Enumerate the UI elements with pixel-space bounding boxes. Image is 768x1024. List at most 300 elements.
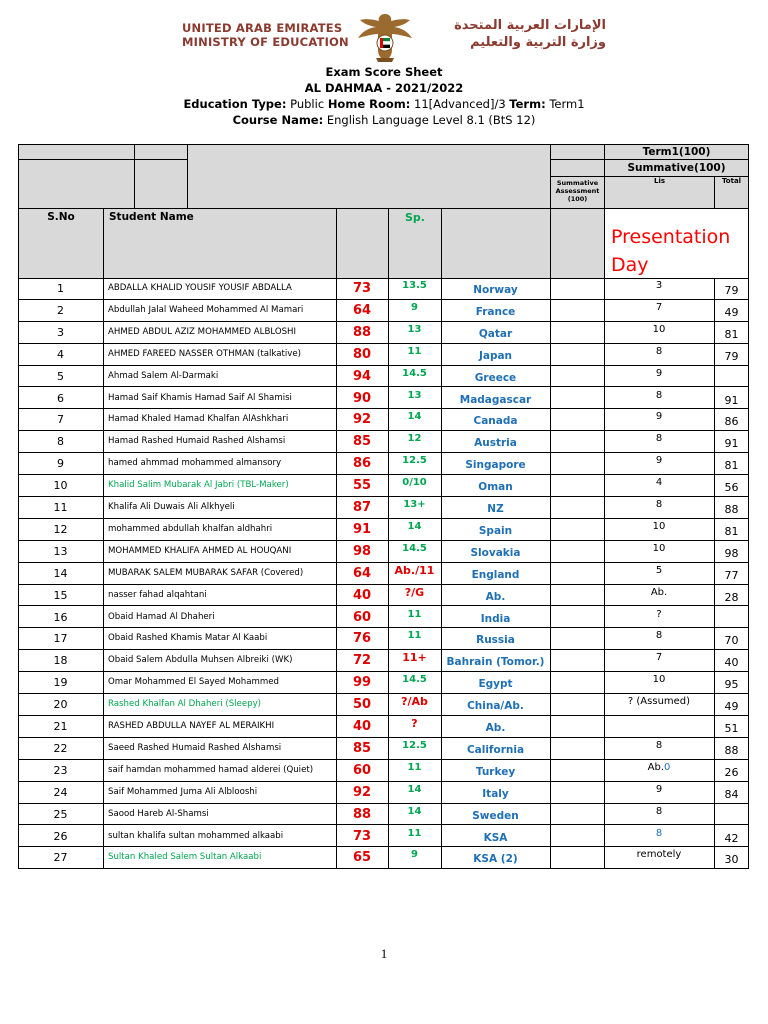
sp-value: 11+ <box>402 651 427 665</box>
country-value: KSA (2) <box>473 853 518 866</box>
doc-school: AL DAHMAA - 2021/2022 <box>304 81 464 95</box>
name-value: MOHAMMED KHALIFA AHMED AL HOUQANI <box>108 545 292 556</box>
total-value: 26 <box>724 765 739 779</box>
lis-cell <box>604 428 714 450</box>
country-value: Austria <box>474 437 517 450</box>
sp-cell <box>388 801 441 823</box>
sp-value: 12.5 <box>402 739 427 751</box>
lis-cell <box>604 319 714 341</box>
page-number: 1 <box>380 946 388 961</box>
total-value: 84 <box>724 787 739 801</box>
total-value: 49 <box>724 700 739 714</box>
column-divider <box>604 278 605 869</box>
sno-value: 16 <box>53 610 68 624</box>
header-block <box>134 159 188 209</box>
lis-value: remotely <box>636 849 682 861</box>
sp-cell <box>388 341 441 363</box>
sno-value: 7 <box>57 413 64 427</box>
score-value: 91 <box>352 521 372 537</box>
score-cell <box>336 738 388 760</box>
sp-cell <box>388 735 441 757</box>
score-cell <box>336 497 388 519</box>
score-cell <box>336 826 388 848</box>
assessment-cell <box>550 760 604 782</box>
total-value: 91 <box>724 393 739 407</box>
sp-cell <box>388 319 441 341</box>
student-name-header: Student Name <box>103 208 337 279</box>
country-value: France <box>475 305 516 318</box>
name-value: Obaid Rashed Khamis Matar Al Kaabi <box>108 633 268 644</box>
score-value: 92 <box>352 784 372 800</box>
sp-value: 0/10 <box>402 477 427 489</box>
name-value: MUBARAK SALEM MUBARAK SAFAR (Covered) <box>108 567 304 578</box>
assessment-cell <box>550 388 604 410</box>
sp-cell <box>388 647 441 669</box>
name-cell <box>103 497 336 519</box>
total-value: 49 <box>724 305 739 319</box>
score-value: 72 <box>352 653 372 669</box>
sno-value: 12 <box>53 522 68 536</box>
lis-cell <box>604 363 714 385</box>
country-value: Norway <box>473 284 518 296</box>
country-value: England <box>471 568 520 581</box>
name-value: Hamad Saif Khamis Hamad Saif Al Shamisi <box>108 392 292 403</box>
sp-cell <box>388 844 441 866</box>
name-cell <box>103 278 336 300</box>
doc-title: Exam Score Sheet <box>325 65 443 79</box>
lis-cell <box>604 757 714 779</box>
column-divider <box>748 278 749 869</box>
assessment-cell <box>550 738 604 760</box>
lis-cell <box>604 297 714 319</box>
lis-value: 9 <box>655 367 663 379</box>
term-header: Term1(100) <box>604 144 749 160</box>
sno-value: 9 <box>57 457 64 471</box>
lis-cell <box>604 735 714 757</box>
lis-value: 7 <box>655 652 663 664</box>
lis-cell <box>604 604 714 626</box>
sp-value: 11 <box>407 761 422 773</box>
score-value: 88 <box>352 324 372 340</box>
total-value: 95 <box>724 678 739 692</box>
lis-value: Ab. <box>647 761 664 773</box>
total-value: 42 <box>724 831 739 845</box>
header-block <box>550 144 605 160</box>
sno-cell <box>18 716 103 738</box>
sno-cell <box>18 453 103 475</box>
total-value: 81 <box>724 524 739 538</box>
column-divider <box>388 278 389 869</box>
lis-value: ? (Assumed) <box>627 696 691 708</box>
name-cell <box>103 760 336 782</box>
name-cell <box>103 804 336 826</box>
sno-value: 21 <box>53 720 68 733</box>
lis-cell <box>604 494 714 516</box>
sp-value: 9 <box>411 849 418 861</box>
sno-cell <box>18 672 103 694</box>
sno-cell <box>18 497 103 519</box>
sp-value: 14.5 <box>402 542 427 554</box>
sno-value: 19 <box>53 676 68 690</box>
sp-cell <box>388 406 441 428</box>
lis-value: ? <box>656 608 662 620</box>
score-value: 80 <box>352 346 372 362</box>
score-value: 99 <box>352 675 372 691</box>
total-value: 30 <box>724 853 739 867</box>
score-value: 73 <box>352 281 372 296</box>
column-divider <box>336 278 337 869</box>
sno-value: 5 <box>57 369 64 383</box>
sp-cell <box>388 669 441 691</box>
country-value: Spain <box>478 524 513 537</box>
assessment-cell <box>550 782 604 804</box>
name-cell <box>103 366 336 388</box>
lis-cell <box>604 275 714 297</box>
total-value: 40 <box>724 656 739 670</box>
name-cell <box>103 716 336 738</box>
name-value: ABDALLA KHALID YOUSIF YOUSIF ABDALLA <box>108 283 292 293</box>
sno-value: 2 <box>57 303 64 317</box>
assessment-cell <box>550 322 604 344</box>
sno-value: 18 <box>53 654 68 668</box>
name-cell <box>103 300 336 322</box>
sp-value: 12.5 <box>402 455 427 467</box>
lis-cell <box>604 691 714 713</box>
assessment-cell <box>550 541 604 563</box>
name-value: hamed ahmmad mohammed almansory <box>108 458 282 469</box>
lis-cell <box>604 560 714 582</box>
total-value: 51 <box>724 722 739 735</box>
score-value: 65 <box>352 850 372 866</box>
assessment-cell <box>550 431 604 453</box>
country-value: Greece <box>474 371 517 384</box>
document-heading <box>0 64 768 128</box>
score-cell <box>336 782 388 804</box>
lis-cell <box>604 516 714 538</box>
lis-value: 9 <box>655 411 663 423</box>
sp-value: 13 <box>407 389 422 401</box>
assessment-cell <box>550 804 604 826</box>
sno-cell <box>18 804 103 826</box>
total-value: 79 <box>724 349 739 363</box>
assessment-cell <box>550 344 604 366</box>
country-value: Turkey <box>475 765 516 778</box>
sp-cell <box>388 779 441 801</box>
sno-value: 26 <box>53 829 68 843</box>
lis-cell <box>604 406 714 428</box>
name-value: RASHED ABDULLA NAYEF AL MERAIKHI <box>108 721 275 731</box>
sp-value: 11 <box>407 630 422 642</box>
sp-cell <box>388 516 441 538</box>
name-cell <box>103 826 336 848</box>
lis-value: 7 <box>655 301 663 313</box>
sno-cell <box>18 760 103 782</box>
column-divider <box>103 278 104 869</box>
assessment-cell <box>550 278 604 300</box>
home-room-label: Home Room: <box>327 97 411 111</box>
name-value: Obaid Hamad Al Dhaheri <box>108 611 215 622</box>
header-block <box>134 144 188 160</box>
header-block <box>18 144 135 160</box>
score-cell <box>336 650 388 672</box>
name-value: Saif Mohammed Juma Ali Alblooshi <box>108 786 258 797</box>
name-value: nasser fahad alqahtani <box>108 589 207 600</box>
sp-value: 13 <box>407 323 422 335</box>
country-value: Japan <box>478 349 513 362</box>
total-value: 70 <box>724 634 739 648</box>
score-cell <box>336 847 388 869</box>
name-value: AHMED FAREED NASSER OTHMAN (talkative) <box>108 348 301 359</box>
lis-value: 4 <box>655 477 663 489</box>
sno-cell <box>18 738 103 760</box>
lis-cell <box>604 538 714 560</box>
sno-cell <box>18 388 103 410</box>
score-value: 55 <box>352 478 372 494</box>
name-value: saif hamdan mohammed hamad alderei (Quiet) <box>108 764 314 775</box>
sno-value: 13 <box>53 544 68 558</box>
country-value: Slovakia <box>470 546 521 559</box>
country-value: California <box>466 743 525 756</box>
name-value: Khalifa Ali Duwais Ali Alkhyeli <box>108 502 235 512</box>
education-type-label: Education Type: <box>183 97 287 111</box>
lis-value: Ab. <box>650 586 668 598</box>
score-table <box>18 144 749 869</box>
score-value: 98 <box>352 543 372 559</box>
sp-value: ?/G <box>404 585 425 599</box>
score-value: 85 <box>352 434 372 450</box>
score-value: 86 <box>352 456 372 472</box>
sp-cell <box>388 450 441 472</box>
column-divider <box>441 278 442 869</box>
assessment-cell <box>550 650 604 672</box>
sp-cell <box>388 428 441 450</box>
total-value: 79 <box>724 284 739 297</box>
score-value: 64 <box>352 302 372 318</box>
score-cell <box>336 519 388 541</box>
table-row <box>18 847 749 869</box>
assessment-cell <box>550 475 604 497</box>
score-cell <box>336 760 388 782</box>
summative-assessment-header: Summative Assessment (100) <box>550 176 605 209</box>
name-value: Rashed Khalfan Al Dhaheri (Sleepy) <box>108 699 262 710</box>
name-cell <box>103 628 336 650</box>
term-value: Term1 <box>549 97 585 111</box>
name-cell <box>103 782 336 804</box>
sno-cell <box>18 322 103 344</box>
country-value: China/Ab. <box>467 700 524 713</box>
sno-cell <box>18 431 103 453</box>
sp-cell <box>388 472 441 494</box>
name-cell <box>103 585 336 607</box>
sp-cell <box>388 757 441 779</box>
column-divider <box>18 278 19 869</box>
score-value: 50 <box>352 697 372 713</box>
lis-cell <box>604 582 714 604</box>
lis-value: 8 <box>655 433 663 445</box>
assessment-cell <box>550 585 604 607</box>
education-type-value: Public <box>290 97 325 111</box>
lis-header: Lis <box>604 176 715 209</box>
sno-value: 10 <box>53 479 68 493</box>
name-cell <box>103 388 336 410</box>
lis-value: 10 <box>652 542 666 554</box>
score-cell <box>336 300 388 322</box>
score-value: 92 <box>352 412 372 428</box>
sno-value: 11 <box>53 501 68 514</box>
total-value: 91 <box>724 437 739 451</box>
sno-cell <box>18 847 103 869</box>
total-header: Total <box>714 176 749 209</box>
sp-value: 11 <box>407 345 422 357</box>
country-value: NZ <box>487 503 504 515</box>
sno-cell <box>18 694 103 716</box>
sno-cell <box>18 628 103 650</box>
sno-value: 3 <box>57 325 64 339</box>
lis-cell <box>604 713 714 735</box>
uae-falcon-emblem-icon <box>352 10 418 64</box>
sno-value: 8 <box>57 435 64 449</box>
name-cell <box>103 650 336 672</box>
sno-cell <box>18 519 103 541</box>
header-block <box>18 159 135 209</box>
name-value: Sultan Khaled Salem Sultan Alkaabi <box>108 852 262 863</box>
assessment-cell <box>550 300 604 322</box>
sp-value: 14 <box>407 411 422 423</box>
score-cell <box>336 628 388 650</box>
assessment-cell <box>550 409 604 431</box>
sno-value: 4 <box>57 347 64 361</box>
lis-value: 5 <box>655 564 663 576</box>
sno-cell <box>18 607 103 629</box>
name-value: Obaid Salem Abdulla Muhsen Albreiki (WK) <box>108 655 293 666</box>
total-value: 81 <box>724 459 739 473</box>
lis-value: 8 <box>655 827 663 839</box>
name-value: sultan khalifa sultan mohammed alkaabi <box>108 830 284 841</box>
sp-value: 13+ <box>403 499 426 510</box>
sp-value: 14.5 <box>402 674 427 686</box>
sp-cell <box>388 363 441 385</box>
lis-value: 10 <box>652 674 666 686</box>
column-divider <box>714 278 715 869</box>
country-value: Russia <box>476 634 515 647</box>
country-value: Singapore <box>465 459 526 472</box>
sp-value: 12 <box>407 433 422 445</box>
sno-cell <box>18 366 103 388</box>
assessment-cell <box>550 716 604 738</box>
country-value: Ab. <box>485 590 506 603</box>
country-value: Italy <box>482 787 509 800</box>
lis-cell <box>604 625 714 647</box>
lis-value: 3 <box>655 280 663 291</box>
score-cell <box>336 322 388 344</box>
sno-cell <box>18 300 103 322</box>
sp-value: 14.5 <box>402 367 427 379</box>
sno-value: 24 <box>53 785 68 799</box>
lis-value: 9 <box>655 455 663 467</box>
sp-cell <box>388 275 441 297</box>
lis-value: 8 <box>655 739 663 751</box>
sno-value: 15 <box>53 588 68 602</box>
name-cell <box>103 475 336 497</box>
sp-value: 11 <box>407 608 422 620</box>
score-value: 64 <box>352 565 372 581</box>
score-cell <box>336 694 388 716</box>
sp-cell <box>388 713 441 735</box>
total-value: 98 <box>724 546 739 560</box>
score-cell <box>336 431 388 453</box>
sno-header: S.No <box>18 208 104 279</box>
total-value: 56 <box>724 481 739 495</box>
lis-value: 8 <box>655 499 663 510</box>
score-value: 90 <box>352 390 372 406</box>
doc-course-line <box>0 112 768 128</box>
sp-cell <box>388 604 441 626</box>
score-value: 60 <box>352 609 372 625</box>
sp-cell <box>388 538 441 560</box>
assessment-cell <box>550 497 604 519</box>
sno-value: 6 <box>57 391 64 405</box>
assessment-cell <box>550 628 604 650</box>
name-value: Hamad Rashed Humaid Rashed Alshamsi <box>108 436 286 447</box>
country-value: India <box>480 612 511 625</box>
total-value: 86 <box>724 415 739 429</box>
name-cell <box>103 607 336 629</box>
lis-value: 9 <box>655 783 663 795</box>
sno-cell <box>18 344 103 366</box>
country-value: Madagascar <box>459 393 532 406</box>
sp-value: 14 <box>407 520 422 532</box>
header-block <box>550 159 605 177</box>
lis-value: 8 <box>655 805 663 817</box>
sp-cell <box>388 385 441 407</box>
score-cell <box>336 716 388 738</box>
name-value: mohammed abdullah khalfan aldhahri <box>108 523 273 534</box>
name-value: Saeed Rashed Humaid Rashed Alshamsi <box>108 742 282 753</box>
header-ar-line1: الإمارات العربية المتحدة <box>454 18 606 33</box>
sno-value: 27 <box>53 851 68 865</box>
sp-value: 11 <box>407 827 422 839</box>
country-value: Oman <box>478 481 513 494</box>
home-room-value: 11[Advanced]/3 <box>414 97 506 111</box>
score-cell <box>336 344 388 366</box>
lis-cell <box>604 385 714 407</box>
sp-value: ? <box>411 717 418 730</box>
sno-value: 25 <box>53 807 68 821</box>
lis-value: 8 <box>655 630 663 642</box>
score-value: 73 <box>352 828 372 844</box>
score-value: 88 <box>352 806 372 822</box>
sp-value: 14 <box>407 783 422 795</box>
sno-cell <box>18 541 103 563</box>
score-cell <box>336 804 388 826</box>
name-value: Hamad Khaled Hamad Khalfan AlAshkhari <box>108 414 289 425</box>
score-value: 94 <box>352 368 372 384</box>
sp-value: Ab./11 <box>394 563 435 577</box>
assessment-cell <box>550 847 604 869</box>
lis-cell <box>604 472 714 494</box>
course-label: Course Name: <box>232 113 324 127</box>
total-value: 28 <box>724 590 739 604</box>
sno-value: 22 <box>53 741 68 755</box>
row-divider <box>18 868 749 869</box>
lis-suffix-value: 0 <box>664 761 671 773</box>
lis-value: 10 <box>652 323 666 335</box>
lis-cell <box>604 669 714 691</box>
assessment-cell <box>550 453 604 475</box>
name-value: AHMED ABDUL AZIZ MOHAMMED ALBLOSHI <box>108 326 297 337</box>
score-cell <box>336 278 388 300</box>
assessment-col-header <box>550 208 605 279</box>
